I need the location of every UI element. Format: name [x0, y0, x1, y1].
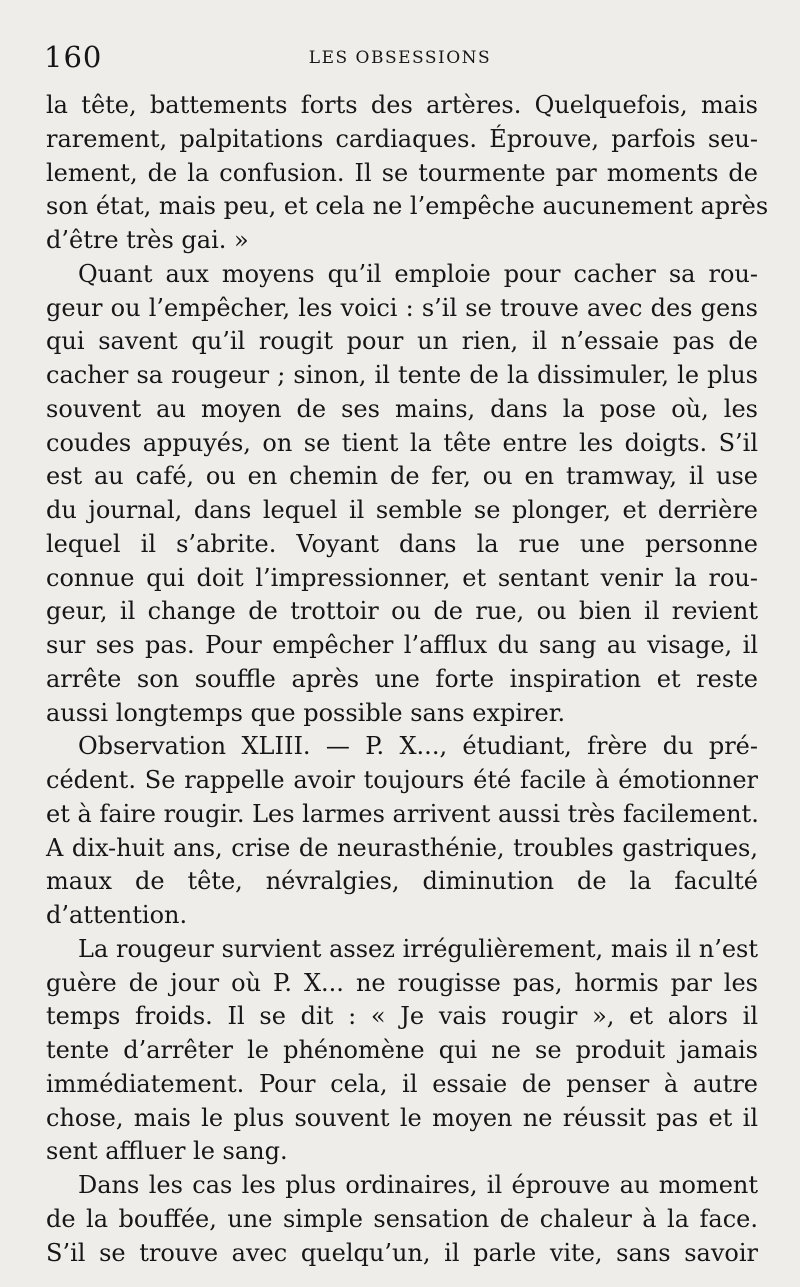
text-line: souvent au moyen de ses mains, dans la pose où, les [46, 394, 758, 423]
running-title: LES OBSESSIONS [308, 48, 492, 68]
text-line: du journal, dans lequel il semble se plonger, et derrière [46, 496, 758, 524]
text-line: lement, de la confusion. Il se tourmente par moments de [46, 158, 758, 187]
text-line: A dix-huit ans, crise de neurasthénie, troubles gastriques, [46, 833, 758, 862]
text-line: rarement, palpitations cardiaques. Éprouve, parfois seu- [46, 124, 758, 153]
text-line: coudes appuyés, on se tient la tête entre les doigts. S’il [46, 428, 758, 457]
text-line: qui savent qu’il rougit pour un rien, il n’essaie pas de [46, 327, 758, 356]
text-line: tente d’arrêter le phénomène qui ne se produit jamais [46, 1036, 758, 1064]
text-line: Quant aux moyens qu’il emploie pour cacher sa rou- [78, 259, 758, 288]
body-text [46, 89, 769, 1270]
text-line: temps froids. Il se dit : « Je vais rougir », et alors il [46, 1002, 758, 1031]
text-line: cédent. Se rappelle avoir toujours été facile à émotionner [46, 766, 758, 794]
text-line: chose, mais le plus souvent le moyen ne réussit pas et il [46, 1103, 758, 1132]
text-line: geur ou l’empêcher, les voici : s’il se trouve avec des gens [46, 293, 758, 322]
text-line: d’être très gai. » [46, 226, 249, 254]
text-line: connue qui doit l’impressionner, et sentant venir la rou- [46, 563, 758, 592]
page-number: 160 [44, 40, 103, 74]
text-line: d’attention. [46, 901, 188, 929]
text-line: arrête son souffle après une forte inspiration et reste [46, 664, 758, 693]
text-line: cacher sa rougeur ; sinon, il tente de la dissimuler, le plus [46, 361, 758, 389]
text-line: maux de tête, névralgies, diminution de la faculté [46, 867, 758, 896]
text-line: son état, mais peu, et cela ne l’empêche aucunement après [46, 192, 769, 221]
text-line: guère de jour où P. X... ne rougisse pas, hormis par les [46, 968, 758, 997]
text-line: est au café, ou en chemin de fer, ou en tramway, il use [46, 462, 758, 491]
text-line: geur, il change de trottoir ou de rue, ou bien il revient [46, 597, 758, 626]
text-line: Observation XLIII. — P. X..., étudiant, frère du pré- [78, 732, 758, 761]
text-line: la tête, battements forts des artères. Quelquefois, mais [46, 91, 758, 119]
text-line: S’il se trouve avec quelqu’un, il parle vite, sans savoir [46, 1238, 758, 1267]
page-header [44, 40, 756, 74]
text-line: La rougeur survient assez irrégulièrement, mais il n’est [78, 934, 758, 963]
text-line: immédiatement. Pour cela, il essaie de penser à autre [46, 1069, 758, 1098]
text-line: de la bouffée, une simple sensation de chaleur à la face. [46, 1204, 758, 1233]
text-line: sur ses pas. Pour empêcher l’afflux du sang au visage, il [46, 631, 758, 659]
text-line: et à faire rougir. Les larmes arrivent aussi très facilement. [46, 799, 759, 828]
text-line: Dans les cas les plus ordinaires, il éprouve au moment [78, 1171, 758, 1199]
text-line: aussi longtemps que possible sans expirer. [46, 698, 566, 727]
text-line: lequel il s’abrite. Voyant dans la rue une personne [46, 529, 758, 558]
text-line: sent affluer le sang. [46, 1137, 288, 1166]
